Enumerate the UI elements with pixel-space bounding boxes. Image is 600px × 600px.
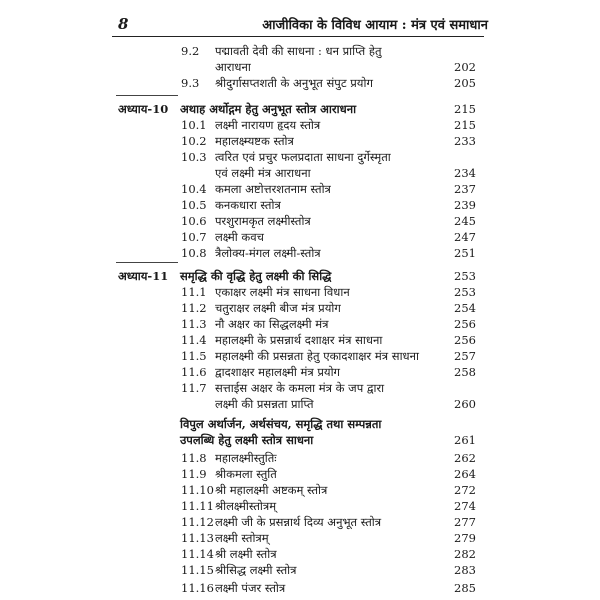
running-title: आजीविका के विविध आयाम : मंत्र एवं समाधान xyxy=(262,18,488,33)
toc-row xyxy=(0,43,600,60)
toc-row xyxy=(0,530,600,547)
section-title: श्री लक्ष्मी स्तोत्र xyxy=(215,547,277,561)
chapter-divider xyxy=(116,95,178,96)
section-title: समृद्धि की वृद्धि हेतु लक्ष्मी की सिद्धि xyxy=(180,269,332,283)
section-title: श्रीलक्ष्मीस्तोत्रम् xyxy=(215,499,277,513)
section-number: 11.2 xyxy=(181,301,207,315)
section-title: आराधना xyxy=(215,60,251,74)
toc-row xyxy=(0,348,600,365)
toc-row xyxy=(0,117,600,134)
page-ref: 272 xyxy=(454,483,476,497)
page-number: 8 xyxy=(118,15,129,33)
section-title: श्री महालक्ष्मी अष्टकम् स्तोत्र xyxy=(215,483,328,497)
toc-row xyxy=(0,432,600,449)
toc-row xyxy=(0,213,600,230)
section-title: श्रीसिद्ध लक्ष्मी स्तोत्र xyxy=(215,563,297,577)
section-number: 10.5 xyxy=(181,198,207,212)
section-number: 11.6 xyxy=(181,365,207,379)
toc-row xyxy=(0,268,600,285)
page-ref: 256 xyxy=(454,333,476,347)
toc-row xyxy=(0,133,600,150)
page-ref: 202 xyxy=(454,60,476,74)
section-number: 10.7 xyxy=(181,230,207,244)
toc-row xyxy=(0,498,600,515)
section-title: अथाह अर्थोद्गम हेतु अनुभूत स्तोत्र आराधना xyxy=(180,102,357,116)
page-ref: 258 xyxy=(454,365,476,379)
section-number: 11.12 xyxy=(181,515,214,529)
page-ref: 245 xyxy=(454,214,476,228)
section-title: त्रैलोक्य-मंगल लक्ष्मी-स्तोत्र xyxy=(215,246,321,260)
section-number: 9.2 xyxy=(181,44,200,58)
page-ref: 262 xyxy=(454,451,476,465)
toc-row xyxy=(0,101,600,118)
section-title: कमला अष्टोत्तरशतनाम स्तोत्र xyxy=(215,182,331,196)
toc-row xyxy=(0,416,600,433)
section-title: महालक्ष्म्यष्टक स्तोत्र xyxy=(215,134,294,148)
toc-row xyxy=(0,450,600,467)
section-title: नौ अक्षर का सिद्धलक्ष्मी मंत्र xyxy=(215,317,329,331)
page-ref: 274 xyxy=(454,499,476,513)
section-title: पद्मावती देवी की साधना : धन प्राप्ति हेतु xyxy=(215,44,382,58)
section-number: 11.13 xyxy=(181,531,214,545)
section-number: 10.2 xyxy=(181,134,207,148)
section-title: महालक्ष्मी के प्रसन्नार्थ दशाक्षर मंत्र साधना xyxy=(215,333,383,347)
toc-row xyxy=(0,580,600,597)
section-number: 11.9 xyxy=(181,467,207,481)
section-title: त्वरित एवं प्रचुर फलप्रदाता साधना दुर्गेस्मृता xyxy=(215,150,391,164)
section-number: 9.3 xyxy=(181,76,200,90)
toc-row xyxy=(0,75,600,92)
section-title: लक्ष्मी की प्रसन्नता प्राप्ति xyxy=(215,397,314,411)
page-ref: 237 xyxy=(454,182,476,196)
section-number: 11.16 xyxy=(181,581,214,595)
section-number: 10.8 xyxy=(181,246,207,260)
section-title: श्रीदुर्गासप्तशती के अनुभूत संपुट प्रयोग xyxy=(215,76,373,90)
page-ref: 251 xyxy=(454,246,476,260)
section-number: 11.11 xyxy=(181,499,214,513)
section-number: 11.1 xyxy=(181,285,207,299)
toc-row xyxy=(0,482,600,499)
header-rule xyxy=(112,36,484,37)
section-title: श्रीकमला स्तुति xyxy=(215,467,277,481)
section-title: चतुराक्षर लक्ष्मी बीज मंत्र प्रयोग xyxy=(215,301,341,315)
page-ref: 254 xyxy=(454,301,476,315)
toc-row xyxy=(0,284,600,301)
page-ref: 277 xyxy=(454,515,476,529)
page-ref: 234 xyxy=(454,166,476,180)
page-ref: 283 xyxy=(454,563,476,577)
section-title: उपलब्धि हेतु लक्ष्मी स्तोत्र साधना xyxy=(180,433,314,447)
section-number: 10.6 xyxy=(181,214,207,228)
page-ref: 282 xyxy=(454,547,476,561)
section-title: विपुल अर्थार्जन, अर्थसंचय, समृद्धि तथा सम्पन्नता xyxy=(180,417,382,431)
chapter-divider xyxy=(116,262,178,263)
section-title: महालक्ष्मीस्तुतिः xyxy=(215,451,277,465)
page-ref: 247 xyxy=(454,230,476,244)
toc-row xyxy=(0,316,600,333)
toc-row xyxy=(0,181,600,198)
section-title: परशुरामकृत लक्ष्मीस्तोत्र xyxy=(215,214,311,228)
section-number: 11.3 xyxy=(181,317,207,331)
toc-row xyxy=(0,165,600,182)
section-title: लक्ष्मी स्तोत्रम् xyxy=(215,531,269,545)
section-title: एकाक्षर लक्ष्मी मंत्र साधना विधान xyxy=(215,285,350,299)
section-number: 10.1 xyxy=(181,118,207,132)
page-ref: 260 xyxy=(454,397,476,411)
section-title: कनकधारा स्तोत्र xyxy=(215,198,281,212)
chapter-label: अध्याय-11 xyxy=(118,269,169,283)
toc-row xyxy=(0,197,600,214)
toc-row xyxy=(0,300,600,317)
section-title: सत्ताईस अक्षर के कमला मंत्र के जप द्वारा xyxy=(215,381,385,395)
page-ref: 215 xyxy=(454,118,476,132)
toc-row xyxy=(0,380,600,397)
page-ref: 261 xyxy=(454,433,476,447)
page-ref: 279 xyxy=(454,531,476,545)
section-number: 11.15 xyxy=(181,563,214,577)
chapter-label: अध्याय-10 xyxy=(118,102,169,116)
section-title: लक्ष्मी कवच xyxy=(215,230,264,244)
section-number: 11.14 xyxy=(181,547,214,561)
section-number: 11.5 xyxy=(181,349,207,363)
toc-row xyxy=(0,364,600,381)
section-number: 11.4 xyxy=(181,333,207,347)
page-ref: 256 xyxy=(454,317,476,331)
page-ref: 257 xyxy=(454,349,476,363)
section-number: 11.10 xyxy=(181,483,214,497)
page-ref: 239 xyxy=(454,198,476,212)
section-number: 10.4 xyxy=(181,182,207,196)
section-title: एवं लक्ष्मी मंत्र आराधना xyxy=(215,166,311,180)
toc-row xyxy=(0,546,600,563)
page-ref: 233 xyxy=(454,134,476,148)
toc-row xyxy=(0,59,600,76)
section-title: लक्ष्मी नारायण हृदय स्तोत्र xyxy=(215,118,321,132)
section-number: 10.3 xyxy=(181,150,207,164)
page-ref: 264 xyxy=(454,467,476,481)
section-title: लक्ष्मी जी के प्रसन्नार्थ दिव्य अनुभूत स्तोत्र xyxy=(215,515,382,529)
toc-row xyxy=(0,514,600,531)
section-number: 11.8 xyxy=(181,451,207,465)
toc-row xyxy=(0,396,600,413)
page-ref: 285 xyxy=(454,581,476,595)
page-ref: 205 xyxy=(454,76,476,90)
section-title: लक्ष्मी पंजर स्तोत्र xyxy=(215,581,286,595)
toc-row xyxy=(0,149,600,166)
section-title: महालक्ष्मी की प्रसन्नता हेतु एकादशाक्षर मंत्र साधना xyxy=(215,349,419,363)
toc-row xyxy=(0,562,600,579)
toc-row xyxy=(0,466,600,483)
toc-row xyxy=(0,245,600,262)
page-ref: 253 xyxy=(454,285,476,299)
toc-row xyxy=(0,332,600,349)
section-number: 11.7 xyxy=(181,381,207,395)
page-ref: 253 xyxy=(454,269,476,283)
toc-row xyxy=(0,229,600,246)
section-title: द्वादशाक्षर महालक्ष्मी मंत्र प्रयोग xyxy=(215,365,341,379)
page-ref: 215 xyxy=(454,102,476,116)
